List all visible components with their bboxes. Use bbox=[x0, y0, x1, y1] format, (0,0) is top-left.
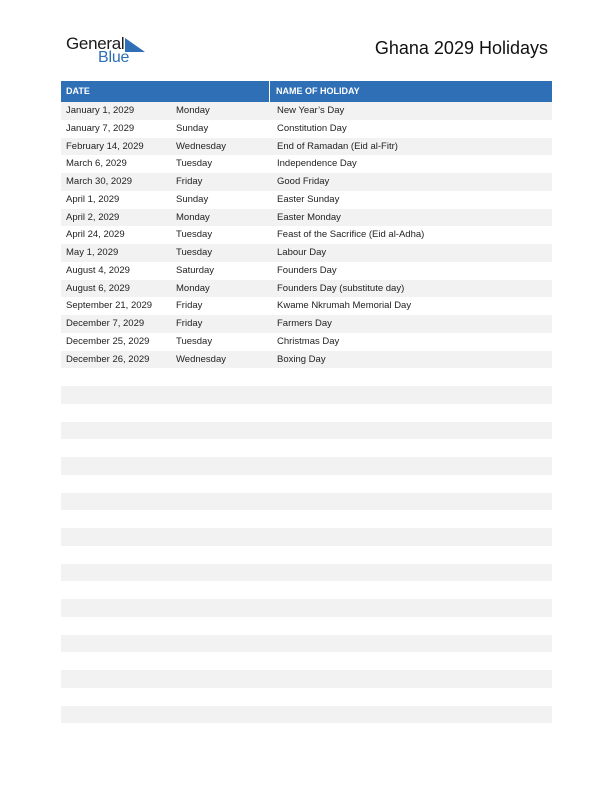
cell-holiday-name: Christmas Day bbox=[277, 335, 340, 347]
table-row bbox=[61, 244, 552, 262]
cell-holiday-name: Independence Day bbox=[277, 158, 357, 170]
cell-date bbox=[61, 599, 171, 617]
cell-day: Friday bbox=[176, 300, 203, 312]
cell-date bbox=[61, 706, 171, 724]
table-row bbox=[61, 226, 552, 244]
cell-day bbox=[171, 670, 271, 688]
cell-date: August 4, 2029 bbox=[66, 264, 130, 276]
table-row bbox=[61, 475, 552, 493]
cell-day bbox=[171, 635, 271, 653]
cell-date bbox=[61, 368, 171, 386]
table-row bbox=[61, 102, 552, 120]
cell-date: December 7, 2029 bbox=[66, 318, 145, 329]
cell-holiday-name: Labour Day bbox=[277, 247, 327, 258]
table-row bbox=[61, 652, 552, 670]
table-row bbox=[61, 564, 552, 582]
cell-date bbox=[61, 688, 171, 706]
cell-holiday-name: Founders Day (substitute day) bbox=[277, 282, 405, 294]
table-row bbox=[61, 635, 552, 653]
cell-holiday-name bbox=[271, 368, 552, 386]
cell-day: Tuesday bbox=[176, 158, 213, 170]
cell-holiday-name: Founders Day bbox=[277, 264, 337, 276]
cell-date bbox=[61, 652, 171, 670]
table-row bbox=[61, 280, 552, 298]
cell-day: Monday bbox=[176, 282, 210, 294]
table-row bbox=[61, 351, 552, 369]
table-row bbox=[61, 617, 552, 635]
table-row bbox=[61, 173, 552, 191]
cell-holiday-name bbox=[271, 528, 552, 546]
table-row bbox=[61, 368, 552, 386]
cell-day: Tuesday bbox=[176, 229, 213, 241]
cell-day bbox=[171, 386, 271, 404]
cell-holiday-name bbox=[271, 457, 552, 475]
cell-holiday-name bbox=[271, 723, 552, 741]
cell-date: April 2, 2029 bbox=[66, 211, 120, 223]
cell-holiday-name: Kwame Nkrumah Memorial Day bbox=[277, 300, 412, 312]
cell-day bbox=[171, 617, 271, 635]
cell-date bbox=[61, 670, 171, 688]
cell-holiday-name bbox=[271, 386, 552, 404]
cell-date: January 1, 2029 bbox=[66, 105, 135, 116]
cell-holiday-name: Easter Monday bbox=[277, 211, 341, 223]
cell-day bbox=[171, 510, 271, 528]
logo-word-blue: Blue bbox=[98, 49, 130, 66]
cell-holiday-name bbox=[271, 581, 552, 599]
cell-holiday-name bbox=[271, 706, 552, 724]
cell-date bbox=[61, 475, 171, 493]
cell-date: December 25, 2029 bbox=[66, 335, 150, 347]
cell-date: December 26, 2029 bbox=[66, 353, 150, 365]
cell-day bbox=[171, 546, 271, 564]
cell-holiday-name: Boxing Day bbox=[277, 353, 326, 365]
table-row bbox=[61, 723, 552, 741]
table-row bbox=[61, 510, 552, 528]
cell-day: Tuesday bbox=[176, 335, 213, 347]
cell-date bbox=[61, 564, 171, 582]
cell-date bbox=[61, 723, 171, 741]
cell-day bbox=[171, 493, 271, 511]
cell-date bbox=[61, 510, 171, 528]
cell-day: Wednesday bbox=[176, 353, 226, 365]
cell-holiday-name bbox=[271, 493, 552, 511]
cell-day bbox=[171, 528, 271, 546]
cell-date bbox=[61, 546, 171, 564]
cell-holiday-name: Feast of the Sacrifice (Eid al-Adha) bbox=[277, 229, 425, 241]
cell-holiday-name: Farmers Day bbox=[277, 318, 332, 329]
cell-day: Wednesday bbox=[176, 140, 226, 152]
table-row bbox=[61, 120, 552, 138]
table-row bbox=[61, 191, 552, 209]
table-row bbox=[61, 386, 552, 404]
table-row bbox=[61, 439, 552, 457]
cell-day bbox=[171, 368, 271, 386]
cell-date bbox=[61, 635, 171, 653]
cell-holiday-name bbox=[271, 670, 552, 688]
header-date: DATE bbox=[61, 81, 270, 102]
table-row bbox=[61, 262, 552, 280]
cell-date bbox=[61, 528, 171, 546]
table-row bbox=[61, 209, 552, 227]
cell-day bbox=[171, 404, 271, 422]
cell-holiday-name bbox=[271, 510, 552, 528]
table-row bbox=[61, 422, 552, 440]
generalblue-logo bbox=[66, 34, 156, 70]
cell-date bbox=[61, 439, 171, 457]
cell-date: January 7, 2029 bbox=[66, 122, 135, 134]
cell-date: March 30, 2029 bbox=[66, 176, 133, 187]
cell-day: Sunday bbox=[176, 193, 209, 205]
cell-holiday-name: Good Friday bbox=[277, 176, 330, 187]
cell-date bbox=[61, 581, 171, 599]
cell-holiday-name bbox=[271, 599, 552, 617]
table-row bbox=[61, 528, 552, 546]
cell-holiday-name bbox=[271, 617, 552, 635]
cell-holiday-name bbox=[271, 439, 552, 457]
cell-holiday-name bbox=[271, 475, 552, 493]
cell-date: February 14, 2029 bbox=[66, 140, 144, 152]
cell-day bbox=[171, 723, 271, 741]
cell-holiday-name bbox=[271, 404, 552, 422]
logo-word-general: General bbox=[66, 34, 125, 53]
table-row bbox=[61, 546, 552, 564]
cell-date: April 24, 2029 bbox=[66, 229, 125, 241]
cell-day: Friday bbox=[176, 176, 203, 187]
cell-date bbox=[61, 404, 171, 422]
cell-date bbox=[61, 493, 171, 511]
cell-day: Monday bbox=[176, 105, 210, 116]
cell-holiday-name: End of Ramadan (Eid al-Fitr) bbox=[277, 140, 398, 152]
table-row bbox=[61, 493, 552, 511]
cell-holiday-name bbox=[271, 688, 552, 706]
cell-holiday-name: New Year’s Day bbox=[277, 105, 345, 116]
cell-date: September 21, 2029 bbox=[66, 300, 153, 312]
cell-holiday-name bbox=[271, 635, 552, 653]
table-row bbox=[61, 670, 552, 688]
cell-day bbox=[171, 564, 271, 582]
cell-day bbox=[171, 475, 271, 493]
table-row bbox=[61, 457, 552, 475]
cell-holiday-name bbox=[271, 564, 552, 582]
cell-holiday-name: Constitution Day bbox=[277, 122, 347, 134]
cell-holiday-name bbox=[271, 422, 552, 440]
table-row bbox=[61, 138, 552, 156]
table-row bbox=[61, 706, 552, 724]
cell-day: Saturday bbox=[176, 264, 215, 276]
header-holiday-name: NAME OF HOLIDAY bbox=[276, 86, 360, 96]
cell-holiday-name bbox=[271, 652, 552, 670]
table-header bbox=[61, 81, 552, 102]
cell-date: August 6, 2029 bbox=[66, 282, 130, 294]
table-row bbox=[61, 315, 552, 333]
cell-day bbox=[171, 457, 271, 475]
cell-date: May 1, 2029 bbox=[66, 247, 119, 258]
cell-date bbox=[61, 386, 171, 404]
cell-day bbox=[171, 439, 271, 457]
page-title: Ghana 2029 Holidays bbox=[374, 38, 548, 58]
cell-day bbox=[171, 422, 271, 440]
table-row bbox=[61, 333, 552, 351]
table-row bbox=[61, 155, 552, 173]
cell-day: Monday bbox=[176, 211, 210, 223]
table-body bbox=[61, 102, 552, 741]
cell-day: Friday bbox=[176, 318, 203, 329]
table-row bbox=[61, 297, 552, 315]
cell-day bbox=[171, 706, 271, 724]
cell-holiday-name: Easter Sunday bbox=[277, 193, 340, 205]
table-row bbox=[61, 404, 552, 422]
cell-date: March 6, 2029 bbox=[66, 158, 127, 170]
cell-holiday-name bbox=[271, 546, 552, 564]
holiday-table bbox=[61, 81, 552, 741]
table-row bbox=[61, 581, 552, 599]
cell-date bbox=[61, 422, 171, 440]
cell-day bbox=[171, 688, 271, 706]
table-row bbox=[61, 599, 552, 617]
cell-day: Tuesday bbox=[176, 247, 213, 258]
cell-date: April 1, 2029 bbox=[66, 193, 120, 205]
cell-day bbox=[171, 652, 271, 670]
cell-date bbox=[61, 457, 171, 475]
cell-day: Sunday bbox=[176, 122, 209, 134]
cell-date bbox=[61, 617, 171, 635]
cell-day bbox=[171, 599, 271, 617]
table-row bbox=[61, 688, 552, 706]
cell-day bbox=[171, 581, 271, 599]
